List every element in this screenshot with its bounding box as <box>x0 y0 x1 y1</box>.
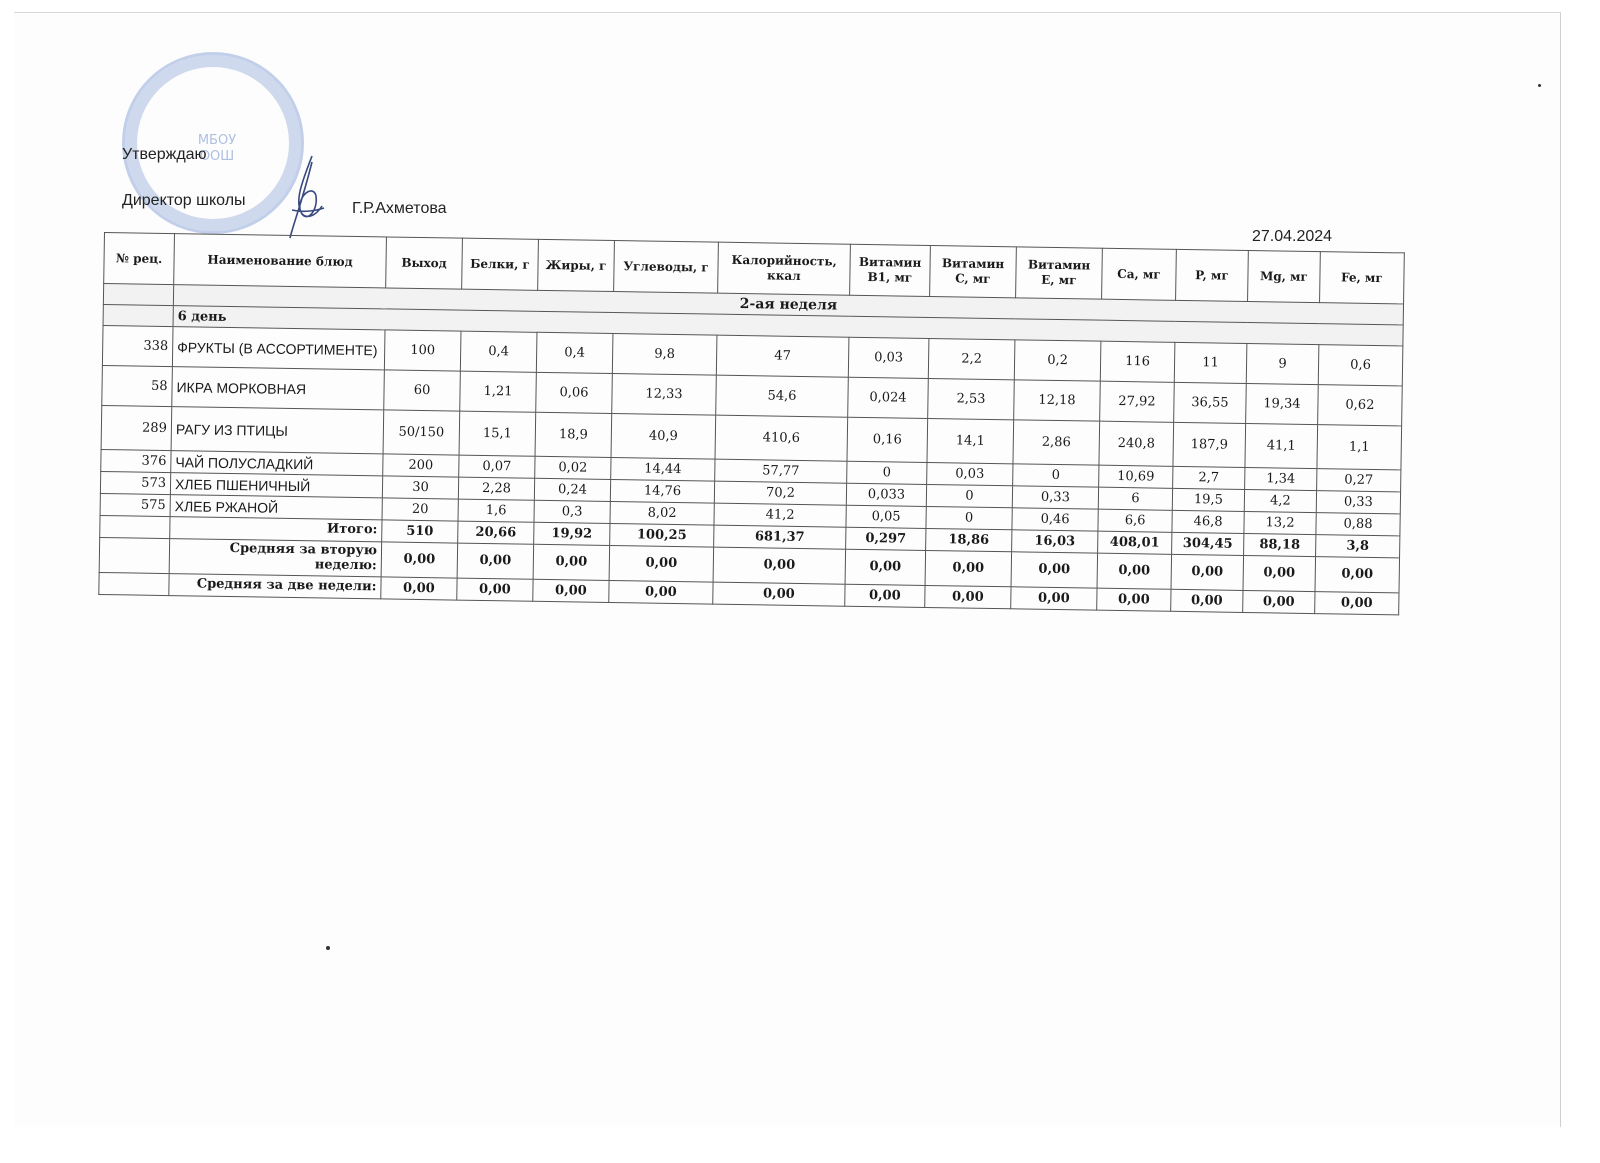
value-cell: 6 <box>1098 487 1172 510</box>
summary-value: 0,00 <box>1097 553 1172 589</box>
value-cell: 46,8 <box>1172 510 1244 533</box>
value-cell: 14,76 <box>610 479 714 503</box>
value-cell: 2,28 <box>458 477 534 500</box>
summary-value: 0,00 <box>925 550 1012 586</box>
nutrition-table <box>98 232 1405 615</box>
director-position: Директор школы <box>122 192 246 209</box>
value-cell: 36,55 <box>1174 382 1247 423</box>
value-cell: 9,8 <box>612 334 717 376</box>
value-cell: 0,03 <box>927 462 1013 485</box>
director-signature <box>272 152 342 242</box>
header-cell: Жиры, г <box>538 239 615 291</box>
summary-value: 0,00 <box>845 584 925 607</box>
value-cell: 0,4 <box>536 332 613 373</box>
director-name: Г.Р.Ахметова <box>352 200 447 217</box>
summary-value: 20,66 <box>458 521 534 544</box>
summary-value: 0,00 <box>1171 589 1243 612</box>
header-cell: Витамин C, мг <box>930 245 1017 297</box>
header-cell: Витамин B1, мг <box>850 244 931 296</box>
value-cell: 240,8 <box>1099 421 1174 466</box>
scan-speck <box>1538 84 1541 87</box>
value-cell: 1,34 <box>1245 467 1317 490</box>
value-cell: 41,2 <box>714 503 846 527</box>
recipe-number: 575 <box>100 493 170 516</box>
day-label: 6 день <box>173 306 1403 346</box>
value-cell: 20 <box>382 498 458 521</box>
value-cell: 0,2 <box>1014 340 1101 381</box>
value-cell: 100 <box>384 330 461 371</box>
value-cell: 116 <box>1100 341 1175 382</box>
summary-value: 0,00 <box>609 580 713 604</box>
header-cell: P, мг <box>1176 249 1249 301</box>
value-cell: 0,6 <box>1318 345 1403 386</box>
summary-value: 88,18 <box>1244 533 1316 556</box>
summary-value: 0,00 <box>1011 587 1097 610</box>
recipe-number: 376 <box>101 449 171 472</box>
recipe-number: 58 <box>102 365 173 406</box>
value-cell: 1,21 <box>460 371 537 412</box>
value-cell: 0,33 <box>1316 491 1400 514</box>
summary-value: 0,00 <box>457 578 533 601</box>
value-cell: 70,2 <box>714 481 846 505</box>
summary-value: 408,01 <box>1098 531 1172 554</box>
value-cell: 4,2 <box>1244 489 1316 512</box>
value-cell: 0 <box>926 484 1012 507</box>
value-cell: 0 <box>847 461 927 484</box>
dish-name: ЧАЙ ПОЛУСЛАДКИЙ <box>171 451 383 476</box>
week-label: 2-ая неделя <box>173 285 1403 325</box>
value-cell: 11 <box>1174 342 1247 383</box>
summary-value: 3,8 <box>1316 535 1400 558</box>
value-cell: 2,7 <box>1173 466 1245 489</box>
value-cell: 0,05 <box>846 505 926 528</box>
summary-value: 0,00 <box>1243 590 1315 613</box>
value-cell: 1,1 <box>1317 425 1402 470</box>
summary-value: 0,00 <box>1243 555 1316 591</box>
value-cell: 18,9 <box>535 412 612 457</box>
summary-label: Итого: <box>170 517 382 542</box>
dish-name: ХЛЕБ РЖАНОЙ <box>170 495 382 520</box>
summary-value: 0,00 <box>533 579 609 602</box>
summary-value: 0,00 <box>713 582 845 606</box>
summary-value: 16,03 <box>1012 530 1098 553</box>
value-cell: 0,03 <box>848 337 929 378</box>
value-cell: 2,2 <box>928 338 1015 379</box>
summary-value: 0,00 <box>1097 588 1171 611</box>
dish-name: ИКРА МОРКОВНАЯ <box>172 367 385 410</box>
value-cell: 12,18 <box>1014 380 1101 421</box>
value-cell: 40,9 <box>611 413 716 459</box>
value-cell: 0,62 <box>1318 385 1403 426</box>
value-cell: 54,6 <box>716 375 849 417</box>
summary-value: 0,00 <box>609 545 714 582</box>
value-cell: 0,3 <box>534 500 610 523</box>
value-cell: 0,33 <box>1012 486 1098 509</box>
summary-value: 510 <box>382 520 458 543</box>
value-cell: 6,6 <box>1098 509 1172 532</box>
value-cell: 9 <box>1246 343 1319 384</box>
summary-value: 0,00 <box>533 544 610 580</box>
value-cell: 27,92 <box>1100 381 1175 422</box>
header-cell: Углеводы, г <box>614 241 719 294</box>
value-cell: 0,88 <box>1316 513 1400 536</box>
summary-value: 0,00 <box>925 585 1011 608</box>
summary-value: 0,00 <box>713 547 846 584</box>
value-cell: 0,16 <box>847 417 928 462</box>
summary-value: 19,92 <box>534 522 610 545</box>
summary-value: 0,00 <box>1171 554 1244 590</box>
summary-value: 100,25 <box>610 523 714 547</box>
dish-name: ФРУКТЫ (В АССОРТИМЕНТЕ) <box>172 327 385 370</box>
summary-label: Средняя за две недели: <box>169 573 381 598</box>
summary-value: 0,00 <box>1315 557 1400 593</box>
value-cell: 0,24 <box>534 478 610 501</box>
header-cell: Ca, мг <box>1102 248 1177 300</box>
value-cell: 19,34 <box>1246 383 1319 424</box>
summary-value: 0,297 <box>846 527 926 550</box>
stamp-text: МБОУ ООШ <box>197 133 237 164</box>
summary-value: 0,00 <box>381 542 458 578</box>
value-cell: 0 <box>1013 464 1099 487</box>
value-cell: 50/150 <box>383 410 460 455</box>
header-cell: Mg, мг <box>1248 250 1321 302</box>
value-cell: 1,6 <box>458 499 534 522</box>
summary-value: 0,00 <box>381 577 457 600</box>
value-cell: 13,2 <box>1244 511 1316 534</box>
value-cell: 14,1 <box>927 418 1014 463</box>
value-cell: 14,44 <box>611 457 715 481</box>
summary-value: 0,00 <box>1011 552 1098 588</box>
header-cell: № рец. <box>104 233 175 285</box>
value-cell: 200 <box>383 454 459 477</box>
recipe-number: 573 <box>100 471 170 494</box>
value-cell: 2,53 <box>928 378 1015 419</box>
header-cell: Fe, мг <box>1320 252 1405 304</box>
value-cell: 0,02 <box>535 456 611 479</box>
value-cell: 0,27 <box>1317 469 1401 492</box>
dish-rows <box>100 325 1403 535</box>
header-cell: Витамин E, мг <box>1016 247 1103 299</box>
scan-speck <box>326 946 330 950</box>
value-cell: 8,02 <box>610 501 714 525</box>
value-cell: 47 <box>716 335 849 377</box>
value-cell: 10,69 <box>1099 465 1173 488</box>
value-cell: 0,46 <box>1012 508 1098 531</box>
value-cell: 41,1 <box>1245 423 1318 468</box>
value-cell: 0,07 <box>459 455 535 478</box>
value-cell: 15,1 <box>459 411 536 456</box>
dish-name: ХЛЕБ ПШЕНИЧНЫЙ <box>170 473 382 498</box>
value-cell: 0,4 <box>460 331 537 372</box>
value-cell: 30 <box>382 476 458 499</box>
header-cell: Калорийность, ккал <box>718 242 851 295</box>
value-cell: 0,033 <box>846 483 926 506</box>
value-cell: 0,06 <box>536 372 613 413</box>
value-cell: 19,5 <box>1172 488 1244 511</box>
summary-value: 0,00 <box>845 549 926 585</box>
dish-name: РАГУ ИЗ ПТИЦЫ <box>171 407 384 454</box>
document-date: 27.04.2024 <box>1252 228 1333 245</box>
value-cell: 410,6 <box>715 415 848 461</box>
value-cell: 0 <box>926 506 1012 529</box>
summary-value: 681,37 <box>714 525 846 549</box>
header-cell: Выход <box>386 237 463 289</box>
summary-value: 304,45 <box>1172 532 1244 555</box>
value-cell: 60 <box>384 370 461 411</box>
approve-label: Утверждаю <box>122 146 207 163</box>
summary-value: 0,00 <box>1315 591 1399 614</box>
summary-value: 0,00 <box>457 543 534 579</box>
header-cell: Белки, г <box>462 238 539 290</box>
value-cell: 12,33 <box>612 374 717 416</box>
recipe-number: 338 <box>102 325 173 366</box>
value-cell: 2,86 <box>1013 420 1100 465</box>
value-cell: 57,77 <box>715 459 847 483</box>
value-cell: 187,9 <box>1173 422 1246 467</box>
summary-label: Средняя за вторую неделю: <box>169 539 382 577</box>
header-cell: Наименование блюд <box>174 234 387 288</box>
summary-value: 18,86 <box>926 528 1012 551</box>
recipe-number: 289 <box>101 405 172 450</box>
value-cell: 0,024 <box>848 377 929 418</box>
menu-table-wrapper <box>98 232 1404 615</box>
